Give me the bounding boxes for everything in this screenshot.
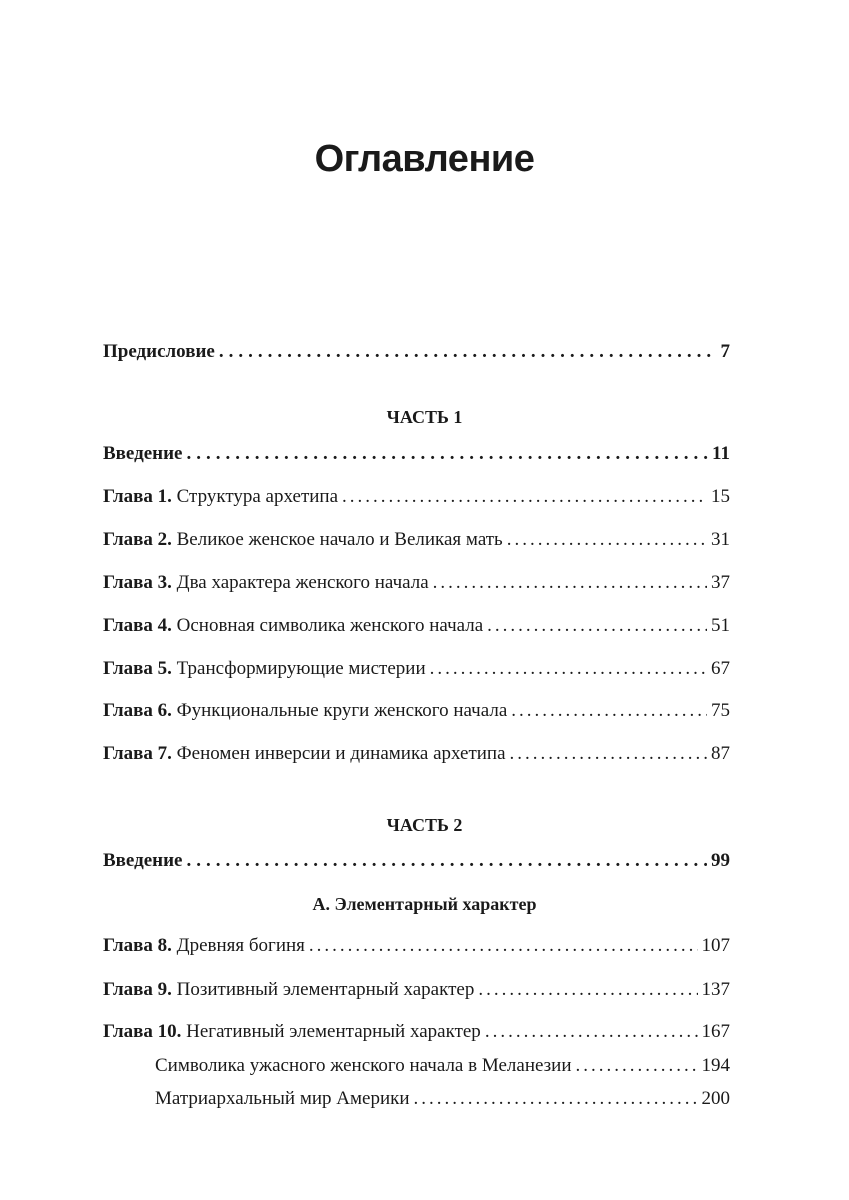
dot-leader [187, 849, 708, 873]
toc-entry-chapter-5 [103, 657, 730, 681]
chapter-title: Позитивный элементарный характер [176, 979, 475, 1000]
entry-label: Введение [103, 850, 183, 871]
dot-leader [478, 978, 697, 1002]
page-number: 99 [711, 850, 730, 871]
toc-entry-chapter-4 [103, 614, 730, 638]
chapter-title: Негативный элементарный характер [186, 1021, 481, 1042]
toc-entry-chapter-10 [103, 1020, 730, 1044]
part-2-heading: ЧАСТЬ 2 [386, 815, 463, 835]
toc-entry-preface [103, 340, 730, 364]
page-number: 75 [711, 700, 730, 721]
dot-leader [510, 742, 707, 766]
dot-leader [430, 657, 707, 681]
page-number: 137 [701, 979, 730, 1000]
dot-leader [342, 485, 707, 509]
chapter-number: Глава 9. [103, 979, 172, 1000]
page-number: 87 [711, 743, 730, 764]
page-number: 51 [711, 615, 730, 636]
chapter-title: Структура архетипа [176, 486, 339, 507]
toc-entry-chapter-1 [103, 485, 730, 509]
toc-subentry-melanesia [155, 1054, 730, 1078]
toc-entry-chapter-7 [103, 742, 730, 766]
toc-entry-chapter-8 [103, 934, 730, 958]
chapter-title: Феномен инверсии и динамика архетипа [176, 743, 506, 764]
page-number: 200 [701, 1088, 730, 1109]
chapter-title: Великое женское начало и Великая мать [176, 529, 503, 550]
chapter-number: Глава 3. [103, 572, 172, 593]
toc-entry-part2-intro [103, 849, 730, 873]
dot-leader [507, 528, 707, 552]
page-number: 167 [701, 1021, 730, 1042]
chapter-number: Глава 8. [103, 935, 172, 956]
page-number: 107 [701, 935, 730, 956]
toc-entry-part1-intro [103, 442, 730, 466]
toc-subentry-america [155, 1087, 730, 1111]
section-a-heading: А. Элементарный характер [312, 894, 537, 914]
entry-label: Введение [103, 443, 183, 464]
chapter-number: Глава 2. [103, 529, 172, 550]
subentry-title: Символика ужасного женского начала в Меланезии [155, 1055, 572, 1076]
dot-leader [187, 442, 709, 466]
dot-leader [485, 1020, 698, 1044]
page-number: 194 [701, 1055, 730, 1076]
dot-leader [576, 1054, 698, 1078]
chapter-number: Глава 1. [103, 486, 172, 507]
page-number: 31 [711, 529, 730, 550]
toc-entry-chapter-2 [103, 528, 730, 552]
dot-leader [219, 340, 717, 364]
chapter-title: Функциональные круги женского начала [176, 700, 508, 721]
page-number: 7 [720, 341, 730, 362]
entry-label: Предисловие [103, 341, 215, 362]
page-number: 37 [711, 572, 730, 593]
chapter-title: Два характера женского начала [176, 572, 429, 593]
dot-leader [309, 934, 698, 958]
toc-entry-chapter-6 [103, 699, 730, 723]
dot-leader [487, 614, 707, 638]
chapter-number: Глава 7. [103, 743, 172, 764]
dot-leader [414, 1087, 698, 1111]
chapter-number: Глава 10. [103, 1021, 182, 1042]
page-number: 67 [711, 658, 730, 679]
subentry-title: Матриархальный мир Америки [155, 1088, 410, 1109]
page-number: 11 [712, 443, 730, 464]
chapter-number: Глава 6. [103, 700, 172, 721]
chapter-number: Глава 5. [103, 658, 172, 679]
page-number: 15 [711, 486, 730, 507]
chapter-title: Древняя богиня [176, 935, 305, 956]
toc-title: Оглавление [314, 138, 535, 180]
chapter-number: Глава 4. [103, 615, 172, 636]
toc-entry-chapter-9 [103, 978, 730, 1002]
toc-entry-chapter-3 [103, 571, 730, 595]
dot-leader [433, 571, 707, 595]
chapter-title: Трансформирующие мистерии [176, 658, 426, 679]
part-1-heading: ЧАСТЬ 1 [386, 407, 463, 427]
chapter-title: Основная символика женского начала [176, 615, 484, 636]
dot-leader [511, 699, 707, 723]
